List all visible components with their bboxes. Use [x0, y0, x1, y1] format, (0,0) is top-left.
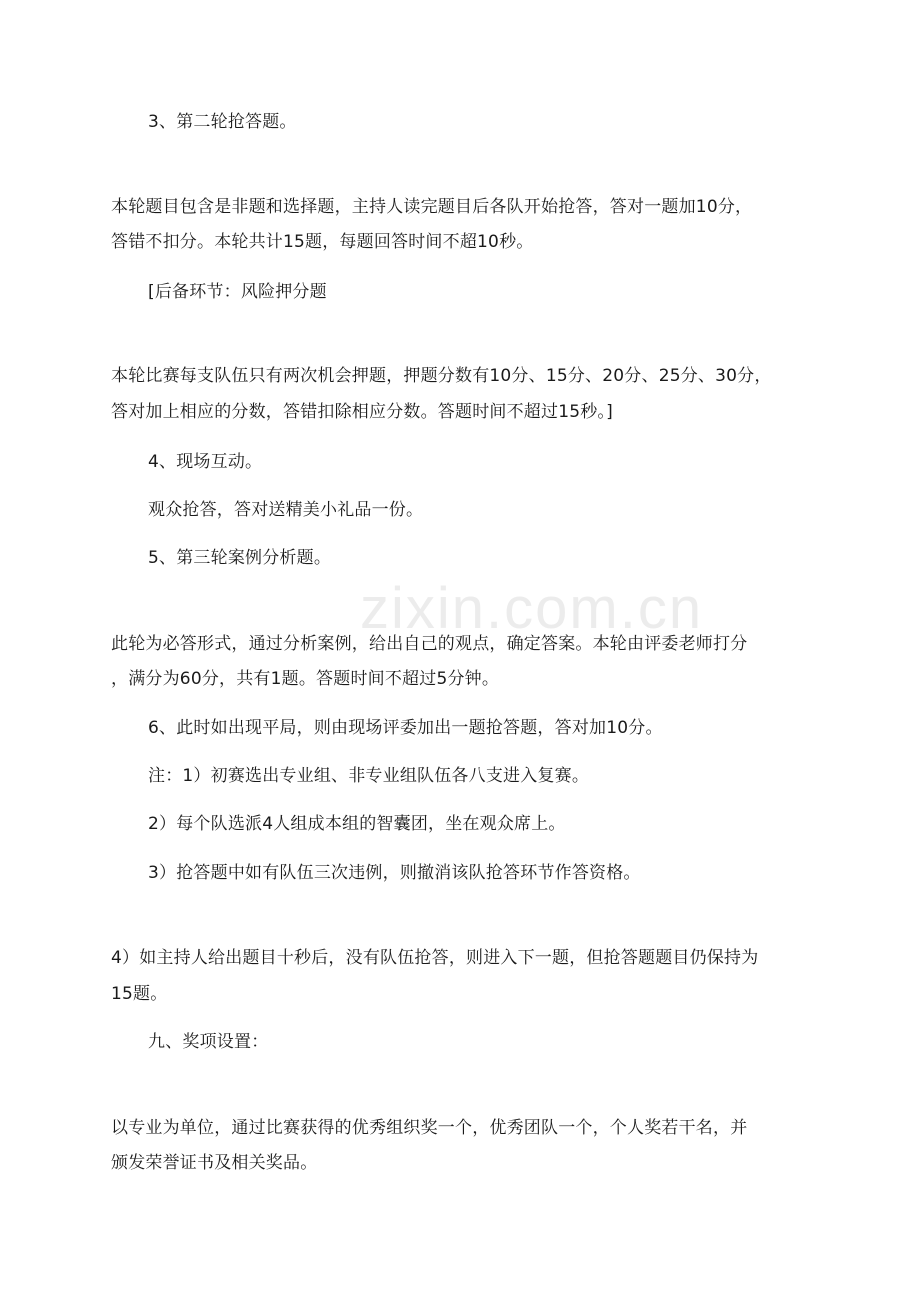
heading-awards: 九、奖项设置： [148, 1032, 269, 1052]
backup-segment-heading: [后备环节：风险押分题 [148, 282, 327, 302]
awards-text-line-2: 颁发荣誉证书及相关奖品。 [111, 1153, 318, 1173]
backup-segment-text-line-1: 本轮比赛每支队伍只有两次机会押题，押题分数有10分、15分、20分、25分、30分， [111, 366, 772, 386]
round-two-text-line-1: 本轮题目包含是非题和选择题，主持人读完题目后各队开始抢答，答对一题加10分， [111, 197, 753, 217]
tie-break-rule: 6、此时如出现平局，则由现场评委加出一题抢答题，答对加10分。 [148, 718, 663, 738]
note-item-1: 注：1）初赛选出专业组、非专业组队伍各八支进入复赛。 [148, 766, 590, 786]
round-three-text-line-1: 此轮为必答形式，通过分析案例，给出自己的观点，确定答案。本轮由评委老师打分 [111, 634, 748, 654]
awards-text-line-1: 以专业为单位，通过比赛获得的优秀组织奖一个，优秀团队一个，个人奖若干名，并 [111, 1118, 748, 1138]
watermark: zixin.com.cn [360, 576, 704, 641]
heading-live-interaction: 4、现场互动。 [148, 452, 263, 472]
note-item-3: 3）抢答题中如有队伍三次违例，则撤消该队抢答环节作答资格。 [148, 863, 641, 883]
note-item-4-line-1: 4）如主持人给出题目十秒后，没有队伍抢答，则进入下一题，但抢答题题目仍保持为 [111, 948, 759, 968]
note-item-2: 2）每个队选派4人组成本组的智囊团，坐在观众席上。 [148, 814, 566, 834]
heading-round-three: 5、第三轮案例分析题。 [148, 548, 332, 568]
round-three-text-line-2: ，满分为60分，共有1题。答题时间不超过5分钟。 [111, 669, 500, 689]
round-two-text-line-2: 答错不扣分。本轮共计15题，每题回答时间不超10秒。 [111, 232, 534, 252]
heading-round-two: 3、第二轮抢答题。 [148, 112, 297, 132]
note-item-4-line-2: 15题。 [111, 984, 168, 1004]
live-interaction-text: 观众抢答，答对送精美小礼品一份。 [148, 500, 424, 520]
backup-segment-text-line-2: 答对加上相应的分数，答错扣除相应分数。答题时间不超过15秒。] [111, 402, 613, 422]
